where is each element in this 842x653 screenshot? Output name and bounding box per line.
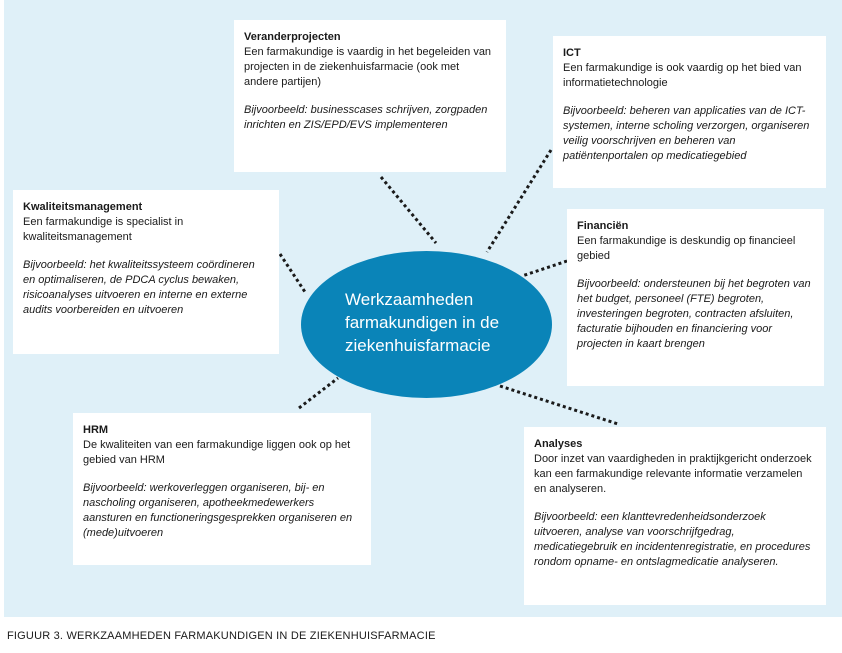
box-title: Analyses: [534, 438, 583, 450]
box-description: Een farmakundige is deskundig op financieel gebied: [577, 235, 796, 262]
box-veranderprojecten: [234, 20, 506, 172]
box-title: Veranderprojecten: [244, 31, 341, 43]
box-example: Bijvoorbeeld: beheren van applicaties van de ICT-systemen, interne scholing verzorgen, organiseren veilig voorschrijven en beheren van patiëntenportalen op medicatiegebied: [563, 105, 810, 162]
center-label-line-2: farmakundigen in de: [345, 313, 500, 332]
box-title: Kwaliteitsmanagement: [23, 201, 143, 213]
center-ellipse: [301, 251, 552, 398]
box-financien: [567, 209, 824, 386]
box-description: Een farmakundige is vaardig in het begeleiden van projecten in de ziekenhuisfarmacie (ook met andere partijen): [244, 46, 492, 88]
connector-hrm: [299, 378, 338, 408]
box-example: Bijvoorbeeld: werkoverleggen organiseren, bij- en nascholing organiseren, apotheekmedewerkers aansturen en functioneringsgesprekken organiseren en (mede)uitvoeren: [83, 482, 353, 539]
box-example: Bijvoorbeeld: het kwaliteitssysteem coördineren en optimaliseren, de PDCA cyclus bewaken, risicoanalyses uitvoeren en interne en externe audits voorbereiden en uitvoeren: [23, 259, 255, 316]
connector-analyses: [500, 386, 618, 424]
connector-kwaliteit: [280, 254, 305, 292]
box-ict: [553, 36, 826, 188]
box-description: Een farmakundige is ook vaardig op het bied van informatietechnologie: [563, 62, 802, 89]
connector-financien: [522, 261, 567, 276]
box-hrm: [73, 413, 371, 565]
box-description: Een farmakundige is specialist in kwaliteitsmanagement: [23, 216, 184, 243]
center-label-line-3: ziekenhuisfarmacie: [345, 336, 491, 355]
box-example: Bijvoorbeeld: ondersteunen bij het begroten van het budget, personeel (FTE) begroten, investeringen begroten, contracten afsluiten, facturatie bijhouden en financiering voor projecten in kaart brengen: [577, 278, 811, 350]
box-example: Bijvoorbeeld: businesscases schrijven, zorgpaden inrichten en ZIS/EPD/EVS implementeren: [244, 104, 488, 131]
box-title: HRM: [83, 424, 109, 436]
box-title: ICT: [563, 47, 581, 59]
box-description: Door inzet van vaardigheden in praktijkgericht onderzoek kan een farmakundige relevante informatie verzamelen en analyseren.: [534, 453, 812, 495]
box-example: Bijvoorbeeld: een klanttevredenheidsonderzoek uitvoeren, analyse van voorschrijfgedrag, medicatiegebruik en incidentenregistratie, en procedures rondom opname- en ontslagmedicatie analyseren.: [534, 511, 811, 568]
connector-veranderprojecten: [381, 177, 436, 243]
box-analyses: [524, 427, 826, 605]
box-kwaliteitsmanagement: [13, 190, 279, 354]
box-title: Financiën: [577, 220, 629, 232]
center-label-line-1: Werkzaamheden: [345, 290, 474, 309]
figure-caption: FIGUUR 3. WERKZAAMHEDEN FARMAKUNDIGEN IN DE ZIEKENHUISFARMACIE: [7, 630, 436, 642]
box-description: De kwaliteiten van een farmakundige liggen ook op het gebied van HRM: [83, 439, 351, 466]
